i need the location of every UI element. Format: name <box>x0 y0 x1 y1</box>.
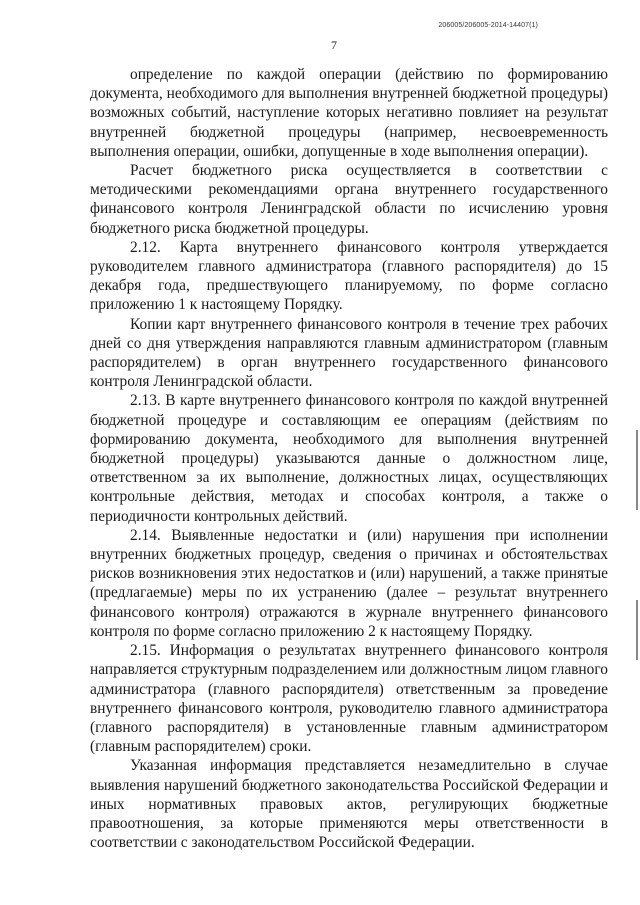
scan-edge-mark <box>636 600 638 660</box>
paragraph-info: Указанная информация представляется незамедлительно в случае выявления нарушений бюджетного законодательства Российской Федерации и иных нормативных правовых актов, регулирующих бюджетные правоотношения, за которые применяются меры ответственности в соответствии с законодательством Российской Федерации. <box>90 757 608 852</box>
paragraph-copies: Копии карт внутреннего финансового контроля в течение трех рабочих дней со дня утверждения направляются главным администратором (главным распорядителем) в орган внутреннего государственного финансового контроля Ленинградской области. <box>90 315 608 391</box>
paragraph-continuation: определение по каждой операции (действию по формированию документа, необходимого для выполнения внутренней бюджетной процедуры) возможных событий, наступление которых негативно повлияет на результат внутренней бюджетной процедуры (например, несвоевременность выполнения операции, ошибки, допущенные в ходе выполнения операции). <box>90 66 608 160</box>
paragraph-2-14: 2.14. Выявленные недостатки и (или) нарушения при исполнении внутренних бюджетных процедур, сведения о причинах и обстоятельствах рисков возникновения этих недостатков и (или) нарушений, а также принятые (предлагаемые) меры по их устранению (далее – результат внутреннего финансового контроля) отражаются в журнале внутреннего финансового контроля по форме согласно приложению 2 к настоящему Порядку. <box>90 526 608 640</box>
page-number: 7 <box>331 38 337 52</box>
paragraph-risk-calculation: Расчет бюджетного риска осуществляется в соответствии с методическими рекомендациями органа внутреннего государственного финансового контроля Ленинградской области по исчислению уровня бюджетного риска бюджетной процедуры. <box>90 162 608 237</box>
document-body <box>90 65 608 852</box>
paragraph-2-13: 2.13. В карте внутреннего финансового контроля по каждой внутренней бюджетной процедуре и составляющим ее операциям (действиям по формированию документа, необходимого для выполнения внутренней бюджетной процедуры) указываются данные о должностном лице, ответственном за их выполнение, должностных лицах, осуществляющих контрольные действия, методах и способах контроля, а также о периодичности контрольных действий. <box>90 392 608 525</box>
document-code: 206005/206005-2014-14407(1) <box>438 22 538 29</box>
paragraph-2-15: 2.15. Информация о результатах внутреннего финансового контроля направляется структурным подразделением или должностным лицом главного администратора (главного распорядителя) ответственным за проведение внутреннего финансового контроля, руководителю главного администратора (главного распорядителя) в установленные главным администратором (главным распорядителем) сроки. <box>90 642 608 756</box>
paragraph-2-12: 2.12. Карта внутреннего финансового контроля утверждается руководителем главного администратора (главного распорядителя) до 15 декабря года, предшествующего планируемому, по форме согласно приложению 1 к настоящему Порядку. <box>90 238 608 314</box>
scan-edge-mark <box>636 430 638 510</box>
